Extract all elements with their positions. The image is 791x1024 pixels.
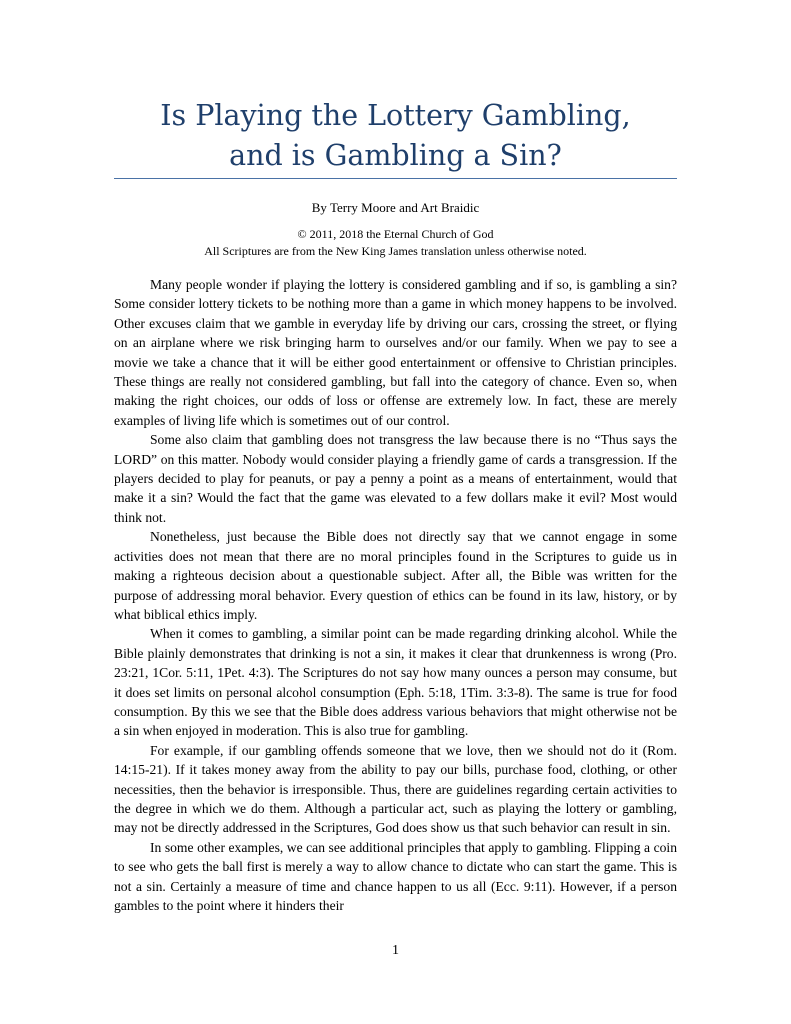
paragraph: For example, if our gambling offends someone that we love, then we should not do it (Rom. 14:15-21). If it takes money away from the ability to pay our bills, purchase food, clothing, or other necessities, then the behavior is irresponsible. Thus, there are guidelines regarding certain activities to the degree in which we do them. Although a particular act, such as playing the lottery or gambling, may not be directly addressed in the Scriptures, God does show us that such behavior can result in sin.	[114, 742, 677, 836]
byline: By Terry Moore and Art Braidic	[311, 200, 480, 215]
paragraph: When it comes to gambling, a similar point can be made regarding drinking alcohol. While the Bible plainly demonstrates that drinking is not a sin, it makes it clear that drunkenness is wrong (Pro. 23:21, 1Cor. 5:11, 1Pet. 4:3). The Scriptures do not say how many ounces a person may consume, but it does set limits on personal alcohol consumption (Eph. 5:18, 1Tim. 3:3-8). The same is true for food consumption. By this we see that the Bible does address various behaviors that might otherwise not be a sin when enjoyed in moderation. This is also true for gambling.	[114, 626, 677, 739]
paragraph: Nonetheless, just because the Bible does not directly say that we cannot engage in some activities does not mean that there are no moral principles found in the Scriptures to guide us in making a righteous decision about a questionable subject. After all, the Bible was written for the purpose of addressing moral behavior. Every question of ethics can be found in its law, history, or by what biblical ethics imply.	[114, 529, 677, 622]
copyright-block	[114, 226, 677, 260]
title-divider	[114, 178, 677, 179]
page-number: 1	[392, 943, 399, 958]
title-line-2: and is Gambling a Sin?	[229, 139, 562, 172]
paragraph: In some other examples, we can see additional principles that apply to gambling. Flipping a coin to see who gets the ball first is merely a way to allow chance to dictate who can start the game. This is not a sin. Certainly a measure of time and chance happen to us all (Ecc. 9:11). However, if a person gambles to the point where it hinders their	[114, 839, 677, 913]
title-line-1: Is Playing the Lottery Gambling,	[160, 99, 631, 132]
copyright-notice: © 2011, 2018 the Eternal Church of God	[297, 227, 494, 241]
scripture-note: All Scriptures are from the New King James translation unless otherwise noted.	[204, 244, 587, 258]
paragraph: Many people wonder if playing the lottery is considered gambling and if so, is gambling a sin? Some consider lottery tickets to be nothing more than a game in which money happens to be involved. Other excuses claim that we gamble in everyday life by driving our cars, crossing the street, or flying on an airplane where we risk bringing harm to ourselves and/or our family. When we pay to see a movie we take a chance that it will be either good entertainment or offensive to Christian principles. These things are really not considered gambling, but fall into the category of chance. Even so, when making the right choices, our odds of loss or offense are extremely low. In fact, these are merely examples of living life which is sometimes out of our control.	[114, 277, 677, 428]
body-text	[114, 275, 677, 915]
page-title	[114, 96, 677, 176]
paragraph: Some also claim that gambling does not transgress the law because there is no “Thus says the LORD” on this matter. Nobody would consider playing a friendly game of cards a transgression. If the players decided to play for peanuts, or pay a penny a point as a means of entertainment, would that make it a sin? Would the fact that the game was elevated to a few dollars make it evil? Most would think not.	[114, 432, 677, 525]
